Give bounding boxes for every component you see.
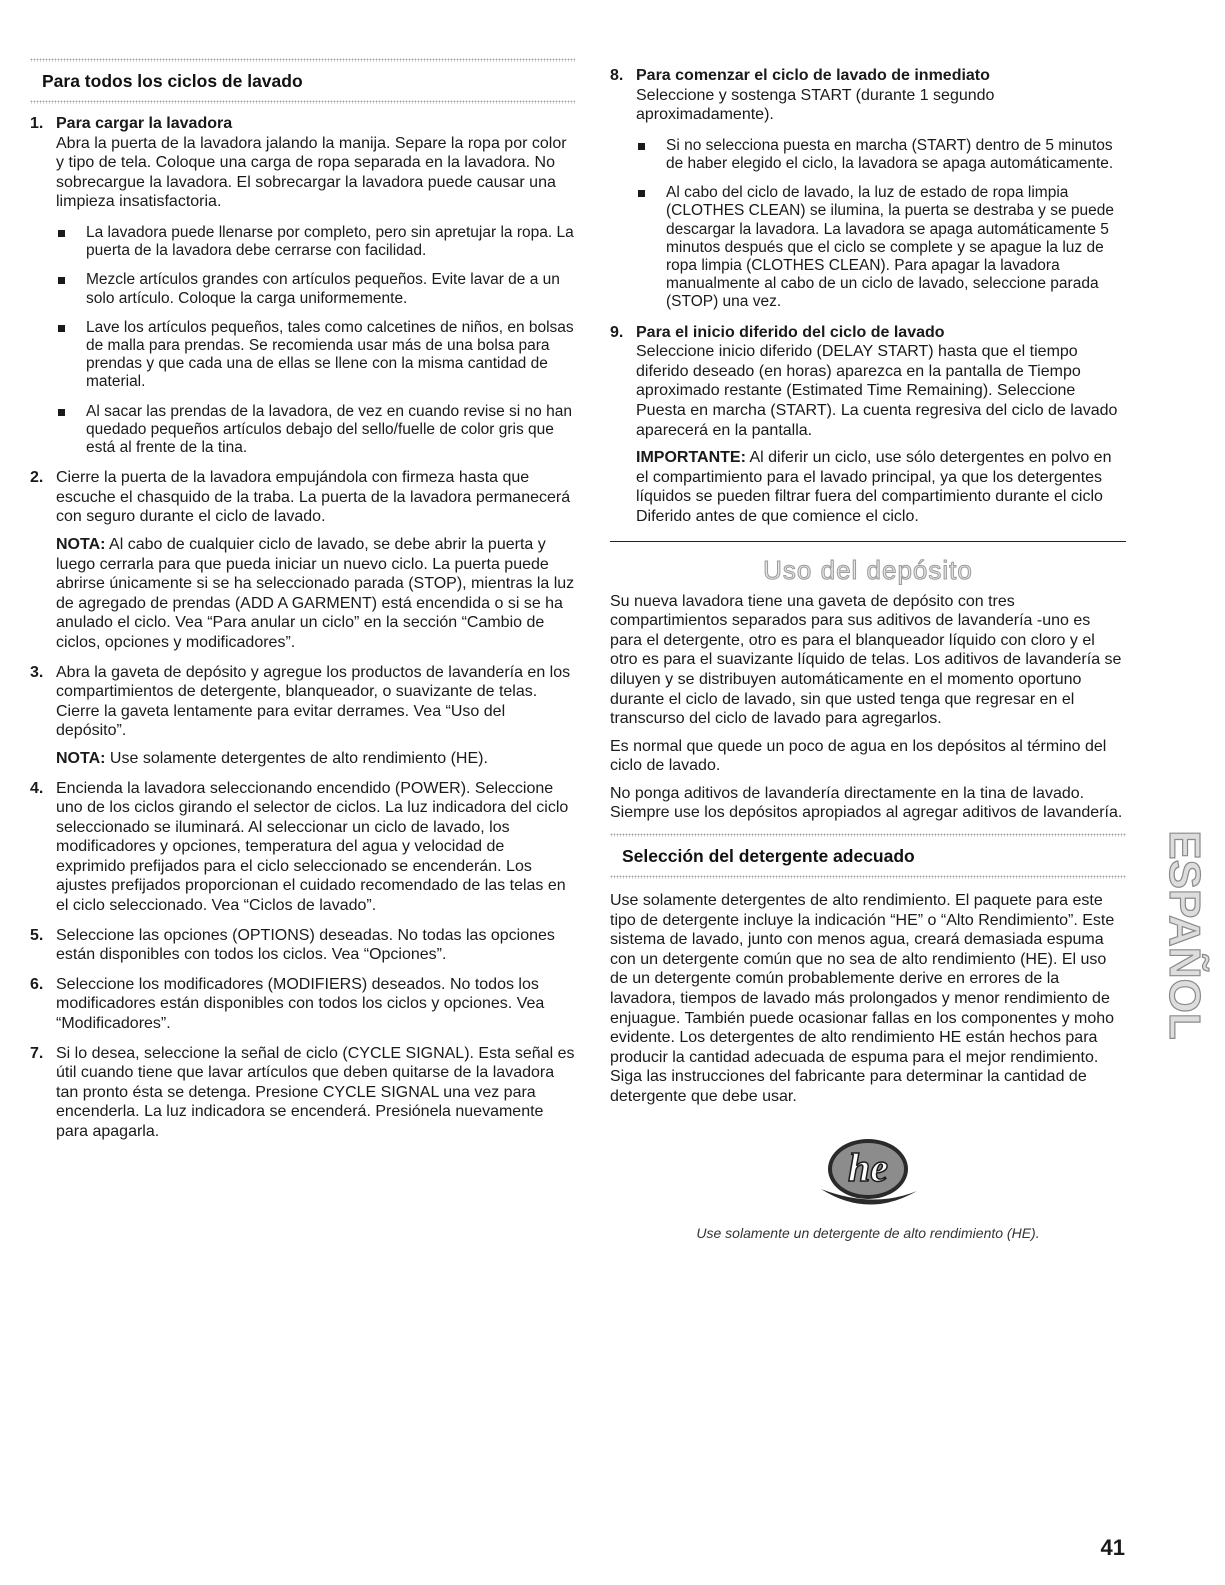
step-title: Para el inicio diferido del ciclo de lavado [636,323,945,341]
step-item [30,779,575,916]
step-item [30,663,575,769]
step-number: 4. [30,779,44,797]
right-column [610,58,1126,1244]
language-side-tab [1140,815,1209,1055]
step-text: Seleccione y sostenga START (durante 1 segundo aproximadamente). [636,86,995,124]
bullet-item [636,137,1126,173]
square-bullet-icon [58,325,65,332]
bullet-list [636,137,1126,312]
step-item [30,1044,575,1142]
bullet-list [56,224,575,457]
note-label: NOTA: [56,535,106,553]
dispenser-paragraph: Es normal que quede un poco de agua en los depósitos al término del ciclo de lavado. [610,737,1107,775]
step-note [56,535,575,653]
note-text: Al diferir un ciclo, use sólo detergentes en polvo en el compartimiento para el lavado principal, ya que los detergentes líquidos se pueden filtrar fuera del compartimiento durante el ciclo Diferido antes de que comience el ciclo. [636,449,1112,525]
steps-list-right [610,66,1126,527]
detergent-section-title: Selección del detergente adecuado [622,846,915,867]
steps-list-left [30,114,575,1142]
section-bottom-rule [30,100,575,104]
section-divider [610,541,1126,542]
logo-caption: Use solamente un detergente de alto rendimiento (HE). [696,1225,1040,1242]
dispenser-body [610,592,1126,824]
he-logo-icon [813,1133,923,1211]
step-text: Si lo desea, seleccione la señal de ciclo (CYCLE SIGNAL). Esta señal es útil cuando tiene que lavar artículos que deben quitarse de la lavadora tan pronto ésta se detenga. Presione CYCLE SIGNAL una vez para encenderla. La luz indicadora se encenderá. Presiónela nuevamente para apagarla. [56,1044,575,1141]
bullet-item [56,224,575,260]
step-title: Para comenzar el ciclo de lavado de inmediato [636,67,990,84]
bullet-item [56,271,575,307]
dispenser-paragraph: Su nueva lavadora tiene una gaveta de depósito con tres compartimientos separados para sus aditivos de lavandería -uno es para el detergente, otro es para el blanqueador líquido con cloro y el otro es para el suavizante líquido de telas. Los aditivos de lavandería se diluyen y se distribuyen automáticamente en el momento oportuno durante el ciclo de lavado, sin que usted tenga que regresar en el transcurso del ciclo de lavado para agregarlos. [610,592,1122,728]
step-number: 9. [610,323,624,341]
dispenser-heading: Uso del depósito [763,554,973,585]
step-item [30,975,575,1034]
note-label: NOTA: [56,749,106,767]
step-item [610,323,1126,527]
note-label: IMPORTANTE: [636,449,746,467]
step-note [56,749,575,769]
square-bullet-icon [58,409,65,416]
dispenser-paragraph: No ponga aditivos de lavandería directamente en la tina de lavado. Siempre use los depósitos apropiados al agregar aditivos de lavandería. [610,784,1123,822]
step-text: Seleccione las opciones (OPTIONS) deseadas. No todas las opciones están disponibles con todos los ciclos. Vea “Opciones”. [56,926,555,964]
step-number: 7. [30,1044,44,1062]
step-number: 5. [30,926,44,944]
step-text: Abra la puerta de la lavadora jalando la manija. Separe la ropa por color y tipo de tela. Coloque una carga de ropa separada en la lavadora. No sobrecargue la lavadora. El sobrecargar la lavadora puede causar una limpieza insatisfactoria. [56,134,567,211]
step-note [636,448,1126,526]
note-text: Al cabo de cualquier ciclo de lavado, se debe abrir la puerta y luego cerrarla para que pueda iniciar un nuevo ciclo. La puerta puede abrirse únicamente si se ha seleccionado parada (STOP), mientras la luz de agregado de prendas (ADD A GARMENT) está encendida o si se ha anulado el ciclo. Vea “Para anular un ciclo” en la sección “Cambio de ciclos, opciones y modificadores”. [56,535,575,651]
square-bullet-icon [638,143,645,150]
step-text: Cierre la puerta de la lavadora empujándola con firmeza hasta que escuche el chasquido de la traba. La puerta de la lavadora permanecerá con seguro durante el ciclo de lavado. [56,469,571,526]
step-title: Para cargar la lavadora [56,115,233,132]
section-title: Para todos los ciclos de lavado [42,71,303,91]
step-number: 1. [30,115,44,132]
he-logo [610,1133,1126,1217]
bullet-item [56,403,575,458]
step-number: 2. [30,469,44,487]
side-tab-text: ESPAÑOL [1160,830,1209,1040]
square-bullet-icon [638,190,645,197]
bullet-text: Al sacar las prendas de la lavadora, de vez en cuando revise si no han quedado pequeños artículos debajo del sello/fuelle de color gris que está al frente de la tina. [86,402,572,456]
square-bullet-icon [58,230,65,237]
step-text: Seleccione inicio diferido (DELAY START) hasta que el tiempo diferido deseado (en horas) aparezca en la pantalla de Tiempo aproximado restante (Estimated Time Remaining). Seleccione Puesta en marcha (START). La cuenta regresiva del ciclo de lavado aparecerá en la pantalla. [636,343,1118,439]
step-item [30,926,575,965]
step-text: Encienda la lavadora seleccionando encendido (POWER). Seleccione uno de los ciclos girando el selector de ciclos. La luz indicadora del ciclo seleccionado se iluminará. Al seleccionar un ciclo de lavado, los modificadores y opciones, temperatura del agua y velocidad de exprimido prefijados para el ciclo seleccionado se encenderán. Los ajustes prefijados proporcionan el cuidado recomendado de las telas en el ciclo seleccionado. Vea “Ciclos de lavado”. [56,779,569,915]
bullet-text: Si no selecciona puesta en marcha (START) dentro de 5 minutos de haber elegido el ciclo, la lavadora se apaga automáticamente. [666,136,1114,172]
left-column [30,58,575,1150]
bullet-text: Mezcle artículos grandes con artículos pequeños. Evite lavar de a un solo artículo. Coloque la carga uniformemente. [86,271,560,307]
square-bullet-icon [58,277,65,284]
step-number: 3. [30,663,44,681]
page-number: 41 [1100,1535,1125,1560]
bullet-text: Lave los artículos pequeños, tales como calcetines de niños, en bolsas de malla para prendas. Se recomienda usar más de una bolsa para prendas y que cada una de ellas se llene con la misma cantidad de material. [86,318,574,391]
step-text: Seleccione los modificadores (MODIFIERS) deseados. No todos los modificadores están disponibles con todos los ciclos y opciones. Vea “Modificadores”. [56,975,545,1033]
bullet-text: Al cabo del ciclo de lavado, la luz de estado de ropa limpia (CLOTHES CLEAN) se ilumina, la puerta se destraba y se puede descargar la lavadora. La lavadora se apaga automáticamente 5 minutos después que el ciclo se complete y se apague la luz de ropa limpia (CLOTHES CLEAN). Para apagar la lavadora manualmente al cabo de un ciclo de lavado, seleccione parada (STOP) una vez. [666,184,1114,311]
detergent-text: Use solamente detergentes de alto rendimiento. El paquete para este tipo de detergente incluye la indicación “HE” o “Alto Rendimiento”. Este sistema de lavado, junto con menos agua, creará demasiada espuma con un detergente común que no sea de alto rendimiento (HE). El uso de un detergente común probablemente derive en errores de la lavadora, tiempos de lavado más prolongados y menor rendimiento de enjuague. También puede ocasionar fallas en los componentes y moho evidente. Los detergentes de alto rendimiento HE están hechos para producir la cantidad adecuada de espuma para el mejor rendimiento. Siga las instrucciones del fabricante para determinar la cantidad de detergente que debe usar. [610,892,1115,1106]
he-logo-text: he [848,1144,888,1190]
bullet-item [636,184,1126,311]
step-item [610,66,1126,312]
step-text: Abra la gaveta de depósito y agregue los productos de lavandería en los compartimientos de detergente, blanqueador, o suavizante de telas. Cierre la gaveta lentamente para evitar derrames. Vea “Uso del depósito”. [56,663,571,740]
step-item [30,468,575,652]
step-number: 8. [610,67,624,84]
step-item [30,114,575,457]
note-text: Use solamente detergentes de alto rendimiento (HE). [105,749,488,767]
bullet-text: La lavadora puede llenarse por completo, pero sin apretujar la ropa. La puerta de la lavadora debe cerrarse con facilidad. [86,223,574,260]
bullet-item [56,319,575,392]
step-number: 6. [30,975,44,993]
section-bottom-rule [610,875,1126,879]
